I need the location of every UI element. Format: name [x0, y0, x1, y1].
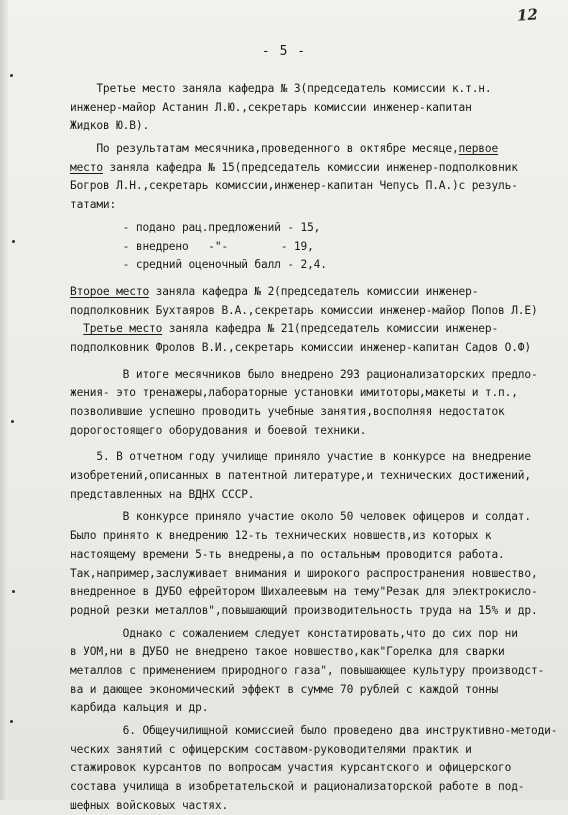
binding-hole-mark [10, 720, 13, 723]
text-run: дорогостоящего оборудования и боевой техники. [70, 423, 367, 437]
text-line [70, 117, 562, 136]
text-line [70, 140, 562, 159]
text-line [70, 339, 562, 358]
text-line [70, 256, 562, 275]
binding-hole-mark [12, 240, 15, 243]
text-run: позволившие успешно проводить учебные занятия,восполняя недостаток [70, 405, 505, 418]
underlined-text: Третье место [83, 322, 163, 336]
text-line [70, 722, 562, 741]
text-run: металлов с применением природного газа", повышающее культуру производст- [70, 663, 545, 677]
text-line [70, 403, 562, 422]
text-line [70, 546, 562, 565]
text-run: жения- это тренажеры,лабораторные установки имитоторы,макеты и т.п., [70, 386, 518, 400]
text-line [70, 80, 562, 99]
text-run: По результатам месячника,проведенного в октябре месяце, [70, 142, 459, 156]
text-line [70, 797, 562, 815]
text-run: представленных на ВДНХ СССР. [70, 487, 255, 501]
text-line [70, 159, 562, 178]
document-body [70, 80, 562, 815]
text-line [70, 177, 562, 196]
text-run: Так,например,заслуживает внимания и широкого распространения новшество, [70, 566, 538, 580]
text-run: ческих занятий с офицерским составом-руководителями практик и [70, 742, 472, 756]
text-line [70, 467, 562, 486]
text-run: настоящему времени 5-ть внедрены,а по остальным проводится работа. [70, 547, 505, 561]
archive-page-number: 12 [516, 5, 539, 25]
text-run: заняла кафедра № 2(председатель комиссии инженер- [149, 284, 479, 298]
text-line [70, 602, 562, 621]
binding-hole-mark [12, 590, 15, 593]
text-run: - внедрено -"- - 19, [70, 239, 314, 253]
text-run: Жидков Ю.В). [70, 119, 150, 133]
text-run: внедренное в ДУБО ефрейтором Шихалеевым на тему"Резак для электрокисло- [70, 585, 538, 599]
text-run: 5. В отчетном году училище приняло участие в конкурсе на внедрение [70, 450, 531, 464]
paragraph-gap [70, 358, 562, 366]
text-run: стажировок курсантов по вопросам участия курсантского и офицерского [70, 761, 512, 775]
text-line [70, 643, 562, 662]
text-run: состава училища в изобретательской и рационализаторской работе в под- [70, 780, 525, 794]
underlined-text: первое [458, 142, 499, 156]
text-line [70, 583, 562, 602]
text-run: инженер-майор Астанин Л.Ю.,секретарь комиссии инженер-капитан [70, 100, 472, 114]
text-run: родной резки металлов",повышающий производительность труда на 15% и др. [70, 603, 538, 617]
text-run: Однако с сожалением следует констатировать,что до сих пор ни [70, 626, 518, 640]
text-line [70, 302, 562, 321]
text-run: В конкурсе приняло участие около 50 человек офицеров и солдат. [70, 510, 531, 524]
text-line [70, 527, 562, 546]
page-number: - 5 - [261, 44, 307, 59]
text-run: подполковник Бухтаяров В.А.,секретарь комиссии инженер-майор Попов Л.Е) [70, 303, 538, 317]
text-run: В итоге месячников было внедрено 293 рационализаторских предло- [70, 367, 538, 381]
binding-hole-mark [10, 74, 13, 77]
text-run: шефных войсковых частях. [70, 798, 229, 812]
text-line [70, 486, 562, 505]
text-line [70, 196, 562, 215]
text-line [70, 320, 562, 339]
text-line [70, 219, 562, 238]
text-line [70, 366, 562, 385]
text-line [70, 699, 562, 718]
text-run: - подано рац.предложений - 15, [70, 220, 321, 234]
text-line [70, 778, 562, 797]
paragraph-gap [70, 275, 562, 283]
text-run: карбида кальция и др. [70, 701, 209, 715]
paragraph-gap [70, 440, 562, 448]
text-run: Было принято к внедрению 12-ть технических новшеств,из которых к [70, 529, 492, 543]
text-line [70, 625, 562, 644]
text-run: - средний оценочный балл - 2,4. [70, 258, 327, 272]
text-line [70, 422, 562, 441]
text-run: подполковник Фролов В.И.,секретарь комиссии инженер-капитан Садов О.Ф) [70, 340, 531, 354]
underlined-text: Второе место [70, 284, 150, 298]
text-run: в УОМ,ни в ДУБО не внедрено такое новшество,как"Горелка для сварки [70, 645, 505, 659]
text-line [70, 384, 562, 403]
text-run: Богров Л.Н.,секретарь комиссии,инженер-капитан Чепусь П.А.)с резуль- [70, 179, 518, 193]
text-line [70, 681, 562, 700]
text-line [70, 283, 562, 302]
text-line [70, 448, 562, 467]
text-run [70, 322, 83, 335]
text-run: изобретений,описанных в патентной литературе,и технических достижений, [70, 469, 531, 483]
page-edge [0, 0, 8, 800]
text-line [70, 565, 562, 584]
text-run: заняла кафедра № 21(председатель комиссии инженер- [162, 322, 499, 336]
underlined-text: место [70, 160, 103, 174]
text-run: Третье место заняла кафедра № 3(председатель комиссии к.т.н. [70, 82, 492, 95]
text-run: заняла кафедра № 15(председатель комиссии инженер-подполковник [102, 160, 518, 174]
text-line [70, 508, 562, 527]
text-run: 6. Общеучилищной комиссией было проведено два инструктивно-методи- [70, 724, 558, 737]
text-line [70, 99, 562, 118]
text-line [70, 238, 562, 257]
text-line [70, 759, 562, 778]
text-line [70, 741, 562, 760]
text-line [70, 662, 562, 681]
text-run: татами: [70, 198, 117, 212]
binding-hole-mark [11, 420, 14, 423]
text-run: ва и дающее экономический эффект в сумме 70 рублей с каждой тонны [70, 682, 499, 696]
